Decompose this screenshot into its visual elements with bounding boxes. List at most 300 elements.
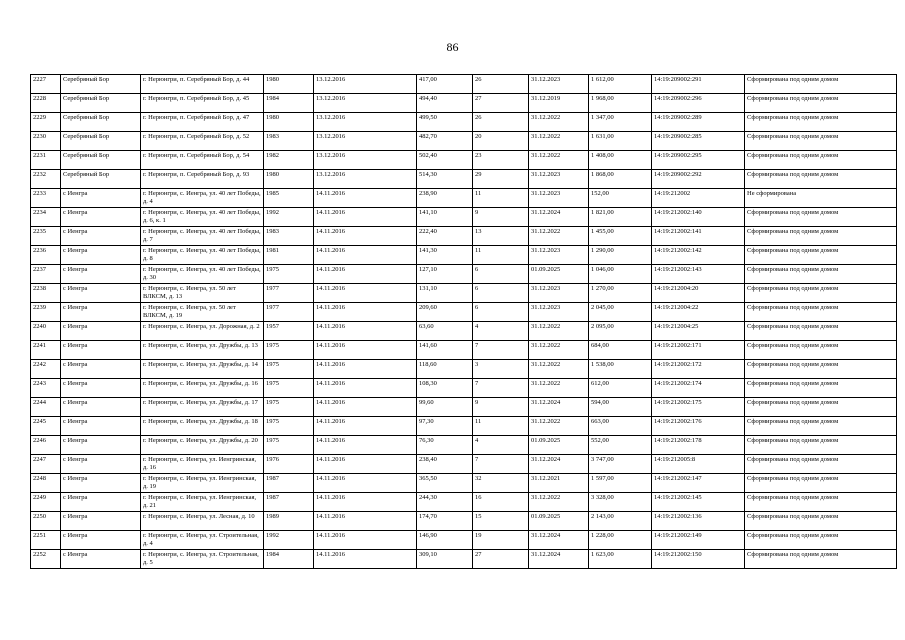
cell-amount: 1 455,00 bbox=[589, 227, 652, 246]
cell-address: г. Нерюнгри, с. Иенгра, ул. Дружбы, д. 14 bbox=[141, 360, 264, 379]
cell-amount: 3 328,00 bbox=[589, 493, 652, 512]
cell-amount: 684,00 bbox=[589, 341, 652, 360]
table-row bbox=[31, 284, 897, 303]
cell-year-built: 1977 bbox=[264, 284, 314, 303]
cell-cadastral-number: 14:19:212002:136 bbox=[652, 512, 745, 531]
cell-land-status: Не сформирована bbox=[745, 189, 897, 208]
cell-cadastral-number: 14:19:212002:176 bbox=[652, 417, 745, 436]
cell-address: г. Нерюнгри, с. Иенгра, ул. Иенгринская, д. 19 bbox=[141, 474, 264, 493]
cell-address: г. Нерюнгри, с. Иенгра, ул. Строительная, д. 5 bbox=[141, 550, 264, 569]
cell-count: 6 bbox=[473, 303, 529, 322]
cell-count: 7 bbox=[473, 341, 529, 360]
cell-area: 309,10 bbox=[417, 550, 473, 569]
cell-area: 365,50 bbox=[417, 474, 473, 493]
cell-land-status: Сформирована под одним домом bbox=[745, 303, 897, 322]
cell-land-status: Сформирована под одним домом bbox=[745, 436, 897, 455]
cell-inclusion-date: 14.11.2016 bbox=[314, 265, 417, 284]
cell-area: 131,10 bbox=[417, 284, 473, 303]
cell-year-built: 1980 bbox=[264, 75, 314, 94]
cell-row-number: 2242 bbox=[31, 360, 61, 379]
cell-land-status: Сформирована под одним домом bbox=[745, 170, 897, 189]
cell-planned-date: 31.12.2023 bbox=[529, 284, 589, 303]
cell-cadastral-number: 14:19:212002:147 bbox=[652, 474, 745, 493]
cell-address: г. Нерюнгри, п. Серебряный Бор, д. 44 bbox=[141, 75, 264, 94]
cell-row-number: 2244 bbox=[31, 398, 61, 417]
cell-address: г. Нерюнгри, с. Иенгра, ул. Дружбы, д. 17 bbox=[141, 398, 264, 417]
cell-settlement: Серебряный Бор bbox=[61, 132, 141, 151]
cell-settlement: с Иенгра bbox=[61, 531, 141, 550]
cell-row-number: 2230 bbox=[31, 132, 61, 151]
cell-inclusion-date: 14.11.2016 bbox=[314, 360, 417, 379]
cell-land-status: Сформирована под одним домом bbox=[745, 246, 897, 265]
cell-cadastral-number: 14:19:212002:178 bbox=[652, 436, 745, 455]
cell-cadastral-number: 14:19:212002 bbox=[652, 189, 745, 208]
cell-address: г. Нерюнгри, п. Серебряный Бор, д. 47 bbox=[141, 113, 264, 132]
cell-land-status: Сформирована под одним домом bbox=[745, 512, 897, 531]
cell-settlement: с Иенгра bbox=[61, 227, 141, 246]
cell-planned-date: 01.09.2025 bbox=[529, 265, 589, 284]
cell-planned-date: 31.12.2023 bbox=[529, 75, 589, 94]
cell-amount: 2 045,00 bbox=[589, 303, 652, 322]
cell-address: г. Нерюнгри, с. Иенгра, ул. Дружбы, д. 16 bbox=[141, 379, 264, 398]
cell-settlement: с Иенгра bbox=[61, 455, 141, 474]
cell-address: г. Нерюнгри, с. Иенгра, ул. Иенгринская, д. 21 bbox=[141, 493, 264, 512]
cell-address: г. Нерюнгри, п. Серебряный Бор, д. 45 bbox=[141, 94, 264, 113]
cell-cadastral-number: 14:19:212004:25 bbox=[652, 322, 745, 341]
table-row bbox=[31, 322, 897, 341]
cell-row-number: 2246 bbox=[31, 436, 61, 455]
cell-area: 174,70 bbox=[417, 512, 473, 531]
cell-cadastral-number: 14:19:212002:142 bbox=[652, 246, 745, 265]
table-row bbox=[31, 189, 897, 208]
table-row bbox=[31, 75, 897, 94]
cell-address: г. Нерюнгри, с. Иенгра, ул. 40 лет Победы, д. 6, к. 1 bbox=[141, 208, 264, 227]
cell-count: 11 bbox=[473, 189, 529, 208]
cell-year-built: 1992 bbox=[264, 531, 314, 550]
cell-planned-date: 31.12.2022 bbox=[529, 493, 589, 512]
cell-cadastral-number: 14:19:209002:292 bbox=[652, 170, 745, 189]
cell-amount: 1 046,00 bbox=[589, 265, 652, 284]
cell-land-status: Сформирована под одним домом bbox=[745, 379, 897, 398]
cell-amount: 612,00 bbox=[589, 379, 652, 398]
cell-amount: 1 868,00 bbox=[589, 170, 652, 189]
cell-address: г. Нерюнгри, с. Иенгра, ул. 50 лет ВЛКСМ, д. 13 bbox=[141, 284, 264, 303]
cell-land-status: Сформирована под одним домом bbox=[745, 151, 897, 170]
cell-cadastral-number: 14:19:212004:22 bbox=[652, 303, 745, 322]
cell-year-built: 1989 bbox=[264, 512, 314, 531]
cell-area: 76,30 bbox=[417, 436, 473, 455]
cell-area: 141,10 bbox=[417, 208, 473, 227]
cell-settlement: Серебряный Бор bbox=[61, 151, 141, 170]
cell-year-built: 1975 bbox=[264, 379, 314, 398]
cell-amount: 1 538,00 bbox=[589, 360, 652, 379]
cell-row-number: 2243 bbox=[31, 379, 61, 398]
table-row bbox=[31, 303, 897, 322]
cell-amount: 1 968,00 bbox=[589, 94, 652, 113]
cell-area: 118,60 bbox=[417, 360, 473, 379]
cell-inclusion-date: 14.11.2016 bbox=[314, 531, 417, 550]
cell-planned-date: 31.12.2019 bbox=[529, 94, 589, 113]
cell-count: 23 bbox=[473, 151, 529, 170]
table-row bbox=[31, 265, 897, 284]
table-row bbox=[31, 493, 897, 512]
cell-inclusion-date: 14.11.2016 bbox=[314, 493, 417, 512]
cell-land-status: Сформирована под одним домом bbox=[745, 94, 897, 113]
cell-count: 27 bbox=[473, 94, 529, 113]
cell-inclusion-date: 14.11.2016 bbox=[314, 303, 417, 322]
cell-year-built: 1975 bbox=[264, 360, 314, 379]
table-row bbox=[31, 360, 897, 379]
cell-count: 19 bbox=[473, 531, 529, 550]
cell-address: г. Нерюнгри, с. Иенгра, ул. Строительная, д. 4 bbox=[141, 531, 264, 550]
cell-row-number: 2248 bbox=[31, 474, 61, 493]
cell-amount: 552,00 bbox=[589, 436, 652, 455]
cell-row-number: 2232 bbox=[31, 170, 61, 189]
table-row bbox=[31, 455, 897, 474]
cell-settlement: с Иенгра bbox=[61, 436, 141, 455]
cell-count: 26 bbox=[473, 75, 529, 94]
cell-cadastral-number: 14:19:212002:140 bbox=[652, 208, 745, 227]
cell-amount: 594,00 bbox=[589, 398, 652, 417]
cell-amount: 663,00 bbox=[589, 417, 652, 436]
cell-cadastral-number: 14:19:212002:149 bbox=[652, 531, 745, 550]
cell-amount: 152,00 bbox=[589, 189, 652, 208]
cell-year-built: 1984 bbox=[264, 550, 314, 569]
cell-amount: 1 631,00 bbox=[589, 132, 652, 151]
cell-inclusion-date: 14.11.2016 bbox=[314, 284, 417, 303]
cell-amount: 2 095,00 bbox=[589, 322, 652, 341]
cell-cadastral-number: 14:19:212002:141 bbox=[652, 227, 745, 246]
cell-settlement: с Иенгра bbox=[61, 341, 141, 360]
cell-land-status: Сформирована под одним домом bbox=[745, 132, 897, 151]
table-row bbox=[31, 341, 897, 360]
table-row bbox=[31, 94, 897, 113]
cell-year-built: 1987 bbox=[264, 493, 314, 512]
cell-amount: 1 623,00 bbox=[589, 550, 652, 569]
cell-settlement: с Иенгра bbox=[61, 379, 141, 398]
cell-cadastral-number: 14:19:209002:295 bbox=[652, 151, 745, 170]
cell-count: 6 bbox=[473, 265, 529, 284]
cell-count: 32 bbox=[473, 474, 529, 493]
cell-settlement: с Иенгра bbox=[61, 265, 141, 284]
cell-cadastral-number: 14:19:212002:172 bbox=[652, 360, 745, 379]
cell-row-number: 2227 bbox=[31, 75, 61, 94]
cell-address: г. Нерюнгри, с. Иенгра, ул. 40 лет Победы, д. 7 bbox=[141, 227, 264, 246]
cell-count: 20 bbox=[473, 132, 529, 151]
cell-area: 141,30 bbox=[417, 246, 473, 265]
cell-year-built: 1975 bbox=[264, 417, 314, 436]
cell-land-status: Сформирована под одним домом bbox=[745, 227, 897, 246]
cell-planned-date: 31.12.2023 bbox=[529, 303, 589, 322]
cell-settlement: Серебряный Бор bbox=[61, 75, 141, 94]
cell-land-status: Сформирована под одним домом bbox=[745, 341, 897, 360]
cell-inclusion-date: 14.11.2016 bbox=[314, 512, 417, 531]
cell-count: 7 bbox=[473, 379, 529, 398]
cell-planned-date: 31.12.2022 bbox=[529, 151, 589, 170]
cell-inclusion-date: 13.12.2016 bbox=[314, 113, 417, 132]
cell-cadastral-number: 14:19:212002:174 bbox=[652, 379, 745, 398]
table-row bbox=[31, 113, 897, 132]
cell-inclusion-date: 14.11.2016 bbox=[314, 341, 417, 360]
cell-count: 4 bbox=[473, 436, 529, 455]
cell-land-status: Сформирована под одним домом bbox=[745, 531, 897, 550]
cell-planned-date: 31.12.2022 bbox=[529, 360, 589, 379]
cell-planned-date: 31.12.2022 bbox=[529, 341, 589, 360]
table-row bbox=[31, 132, 897, 151]
cell-address: г. Нерюнгри, с. Иенгра, ул. 50 лет ВЛКСМ, д. 19 bbox=[141, 303, 264, 322]
cell-row-number: 2252 bbox=[31, 550, 61, 569]
cell-area: 63,60 bbox=[417, 322, 473, 341]
cell-year-built: 1992 bbox=[264, 208, 314, 227]
cell-area: 99,60 bbox=[417, 398, 473, 417]
cell-area: 417,00 bbox=[417, 75, 473, 94]
cell-planned-date: 31.12.2022 bbox=[529, 113, 589, 132]
cell-planned-date: 31.12.2021 bbox=[529, 474, 589, 493]
cell-cadastral-number: 14:19:212004:20 bbox=[652, 284, 745, 303]
cell-row-number: 2231 bbox=[31, 151, 61, 170]
cell-amount: 1 612,00 bbox=[589, 75, 652, 94]
cell-area: 127,10 bbox=[417, 265, 473, 284]
cell-area: 238,40 bbox=[417, 455, 473, 474]
cell-inclusion-date: 14.11.2016 bbox=[314, 455, 417, 474]
cell-inclusion-date: 14.11.2016 bbox=[314, 208, 417, 227]
cell-settlement: с Иенгра bbox=[61, 398, 141, 417]
cell-year-built: 1987 bbox=[264, 474, 314, 493]
cell-count: 27 bbox=[473, 550, 529, 569]
cell-planned-date: 01.09.2025 bbox=[529, 512, 589, 531]
table-row bbox=[31, 170, 897, 189]
cell-area: 238,90 bbox=[417, 189, 473, 208]
cell-cadastral-number: 14:19:212002:143 bbox=[652, 265, 745, 284]
cell-land-status: Сформирована под одним домом bbox=[745, 360, 897, 379]
cell-area: 222,40 bbox=[417, 227, 473, 246]
cell-year-built: 1983 bbox=[264, 132, 314, 151]
cell-year-built: 1975 bbox=[264, 436, 314, 455]
cell-amount: 1 347,00 bbox=[589, 113, 652, 132]
table-row bbox=[31, 512, 897, 531]
cell-land-status: Сформирована под одним домом bbox=[745, 455, 897, 474]
cell-planned-date: 31.12.2024 bbox=[529, 398, 589, 417]
cell-inclusion-date: 13.12.2016 bbox=[314, 151, 417, 170]
cell-cadastral-number: 14:19:212002:150 bbox=[652, 550, 745, 569]
cell-inclusion-date: 14.11.2016 bbox=[314, 322, 417, 341]
table-row bbox=[31, 550, 897, 569]
cell-land-status: Сформирована под одним домом bbox=[745, 474, 897, 493]
cell-year-built: 1975 bbox=[264, 265, 314, 284]
cell-address: г. Нерюнгри, с. Иенгра, ул. Иенгринская, д. 16 bbox=[141, 455, 264, 474]
cell-planned-date: 31.12.2022 bbox=[529, 132, 589, 151]
cell-area: 482,70 bbox=[417, 132, 473, 151]
cell-year-built: 1976 bbox=[264, 455, 314, 474]
cell-settlement: с Иенгра bbox=[61, 189, 141, 208]
cell-address: г. Нерюнгри, с. Иенгра, ул. Дорожная, д. 2 bbox=[141, 322, 264, 341]
cell-row-number: 2241 bbox=[31, 341, 61, 360]
cell-area: 141,60 bbox=[417, 341, 473, 360]
cell-inclusion-date: 14.11.2016 bbox=[314, 474, 417, 493]
cell-inclusion-date: 13.12.2016 bbox=[314, 94, 417, 113]
cell-amount: 3 747,00 bbox=[589, 455, 652, 474]
cell-land-status: Сформирована под одним домом bbox=[745, 398, 897, 417]
cell-amount: 1 408,00 bbox=[589, 151, 652, 170]
cell-year-built: 1957 bbox=[264, 322, 314, 341]
table-row bbox=[31, 436, 897, 455]
cell-address: г. Нерюнгри, с. Иенгра, ул. Дружбы, д. 18 bbox=[141, 417, 264, 436]
cell-year-built: 1982 bbox=[264, 151, 314, 170]
cell-land-status: Сформирована под одним домом bbox=[745, 75, 897, 94]
cell-year-built: 1977 bbox=[264, 303, 314, 322]
cell-area: 108,30 bbox=[417, 379, 473, 398]
cell-cadastral-number: 14:19:209002:285 bbox=[652, 132, 745, 151]
cell-planned-date: 31.12.2022 bbox=[529, 379, 589, 398]
table-row bbox=[31, 379, 897, 398]
cell-inclusion-date: 14.11.2016 bbox=[314, 379, 417, 398]
cell-amount: 1 290,00 bbox=[589, 246, 652, 265]
cell-planned-date: 01.09.2025 bbox=[529, 436, 589, 455]
cell-year-built: 1981 bbox=[264, 246, 314, 265]
cell-land-status: Сформирована под одним домом bbox=[745, 493, 897, 512]
cell-address: г. Нерюнгри, с. Иенгра, ул. 40 лет Победы, д. 8 bbox=[141, 246, 264, 265]
cell-planned-date: 31.12.2023 bbox=[529, 170, 589, 189]
cell-inclusion-date: 13.12.2016 bbox=[314, 132, 417, 151]
cell-row-number: 2228 bbox=[31, 94, 61, 113]
cell-area: 244,30 bbox=[417, 493, 473, 512]
cell-land-status: Сформирована под одним домом bbox=[745, 550, 897, 569]
cell-year-built: 1980 bbox=[264, 170, 314, 189]
cell-address: г. Нерюнгри, с. Иенгра, ул. Дружбы, д. 20 bbox=[141, 436, 264, 455]
table-row bbox=[31, 531, 897, 550]
cell-area: 209,60 bbox=[417, 303, 473, 322]
table-row bbox=[31, 474, 897, 493]
cell-inclusion-date: 13.12.2016 bbox=[314, 170, 417, 189]
page-number: 86 bbox=[446, 40, 459, 54]
cell-count: 16 bbox=[473, 493, 529, 512]
cell-planned-date: 31.12.2022 bbox=[529, 227, 589, 246]
cell-count: 9 bbox=[473, 208, 529, 227]
cell-planned-date: 31.12.2024 bbox=[529, 208, 589, 227]
cell-planned-date: 31.12.2024 bbox=[529, 455, 589, 474]
cell-count: 6 bbox=[473, 284, 529, 303]
cell-cadastral-number: 14:19:209002:289 bbox=[652, 113, 745, 132]
cell-inclusion-date: 14.11.2016 bbox=[314, 227, 417, 246]
cell-count: 9 bbox=[473, 398, 529, 417]
cell-row-number: 2234 bbox=[31, 208, 61, 227]
cell-amount: 2 143,00 bbox=[589, 512, 652, 531]
cell-row-number: 2235 bbox=[31, 227, 61, 246]
cell-settlement: с Иенгра bbox=[61, 246, 141, 265]
cell-year-built: 1983 bbox=[264, 227, 314, 246]
cell-settlement: с Иенгра bbox=[61, 360, 141, 379]
cell-inclusion-date: 14.11.2016 bbox=[314, 246, 417, 265]
cell-cadastral-number: 14:19:209002:296 bbox=[652, 94, 745, 113]
cell-year-built: 1985 bbox=[264, 189, 314, 208]
table-row bbox=[31, 246, 897, 265]
cell-cadastral-number: 14:19:212002:171 bbox=[652, 341, 745, 360]
cell-address: г. Нерюнгри, с. Иенгра, ул. 40 лет Победы, д. 4 bbox=[141, 189, 264, 208]
cell-land-status: Сформирована под одним домом bbox=[745, 208, 897, 227]
cell-row-number: 2233 bbox=[31, 189, 61, 208]
cell-amount: 1 270,00 bbox=[589, 284, 652, 303]
cell-planned-date: 31.12.2022 bbox=[529, 417, 589, 436]
cell-count: 15 bbox=[473, 512, 529, 531]
cell-settlement: с Иенгра bbox=[61, 303, 141, 322]
cell-cadastral-number: 14:19:212002:175 bbox=[652, 398, 745, 417]
cell-land-status: Сформирована под одним домом bbox=[745, 265, 897, 284]
cell-area: 499,50 bbox=[417, 113, 473, 132]
cell-settlement: с Иенгра bbox=[61, 208, 141, 227]
cell-area: 146,90 bbox=[417, 531, 473, 550]
table-row bbox=[31, 417, 897, 436]
cell-year-built: 1975 bbox=[264, 341, 314, 360]
cell-amount: 1 597,00 bbox=[589, 474, 652, 493]
cell-land-status: Сформирована под одним домом bbox=[745, 113, 897, 132]
cell-row-number: 2238 bbox=[31, 284, 61, 303]
cell-address: г. Нерюнгри, с. Иенгра, ул. Дружбы, д. 13 bbox=[141, 341, 264, 360]
cell-year-built: 1975 bbox=[264, 398, 314, 417]
cell-address: г. Нерюнгри, п. Серебряный Бор, д. 54 bbox=[141, 151, 264, 170]
cell-area: 494,40 bbox=[417, 94, 473, 113]
cell-settlement: Серебряный Бор bbox=[61, 170, 141, 189]
cell-row-number: 2249 bbox=[31, 493, 61, 512]
cell-land-status: Сформирована под одним домом bbox=[745, 417, 897, 436]
cell-settlement: с Иенгра bbox=[61, 474, 141, 493]
cell-settlement: с Иенгра bbox=[61, 322, 141, 341]
cell-count: 11 bbox=[473, 417, 529, 436]
cell-row-number: 2229 bbox=[31, 113, 61, 132]
cell-inclusion-date: 14.11.2016 bbox=[314, 436, 417, 455]
cell-row-number: 2240 bbox=[31, 322, 61, 341]
cell-land-status: Сформирована под одним домом bbox=[745, 322, 897, 341]
cell-settlement: Серебряный Бор bbox=[61, 113, 141, 132]
cell-inclusion-date: 13.12.2016 bbox=[314, 75, 417, 94]
cell-count: 7 bbox=[473, 455, 529, 474]
cell-inclusion-date: 14.11.2016 bbox=[314, 550, 417, 569]
cell-cadastral-number: 14:19:212005:8 bbox=[652, 455, 745, 474]
cell-row-number: 2247 bbox=[31, 455, 61, 474]
cell-planned-date: 31.12.2022 bbox=[529, 322, 589, 341]
cell-inclusion-date: 14.11.2016 bbox=[314, 189, 417, 208]
cell-inclusion-date: 14.11.2016 bbox=[314, 398, 417, 417]
cell-land-status: Сформирована под одним домом bbox=[745, 284, 897, 303]
cell-address: г. Нерюнгри, п. Серебряный Бор, д. 93 bbox=[141, 170, 264, 189]
cell-settlement: с Иенгра bbox=[61, 417, 141, 436]
cell-settlement: Серебряный Бор bbox=[61, 94, 141, 113]
cell-count: 11 bbox=[473, 246, 529, 265]
cell-inclusion-date: 14.11.2016 bbox=[314, 417, 417, 436]
cell-area: 514,30 bbox=[417, 170, 473, 189]
table-row bbox=[31, 208, 897, 227]
table-row bbox=[31, 151, 897, 170]
cell-count: 4 bbox=[473, 322, 529, 341]
cell-area: 97,30 bbox=[417, 417, 473, 436]
cell-address: г. Нерюнгри, с. Иенгра, ул. Лесная, д. 10 bbox=[141, 512, 264, 531]
cell-count: 3 bbox=[473, 360, 529, 379]
cell-row-number: 2236 bbox=[31, 246, 61, 265]
cell-count: 29 bbox=[473, 170, 529, 189]
cell-planned-date: 31.12.2024 bbox=[529, 531, 589, 550]
cell-planned-date: 31.12.2024 bbox=[529, 550, 589, 569]
cell-settlement: с Иенгра bbox=[61, 550, 141, 569]
cell-row-number: 2245 bbox=[31, 417, 61, 436]
cell-area: 502,40 bbox=[417, 151, 473, 170]
cell-settlement: с Иенгра bbox=[61, 493, 141, 512]
cell-row-number: 2251 bbox=[31, 531, 61, 550]
cell-cadastral-number: 14:19:209002:291 bbox=[652, 75, 745, 94]
table-row bbox=[31, 227, 897, 246]
cell-amount: 1 228,00 bbox=[589, 531, 652, 550]
table-row bbox=[31, 398, 897, 417]
cell-cadastral-number: 14:19:212002:145 bbox=[652, 493, 745, 512]
table-body bbox=[31, 75, 897, 569]
